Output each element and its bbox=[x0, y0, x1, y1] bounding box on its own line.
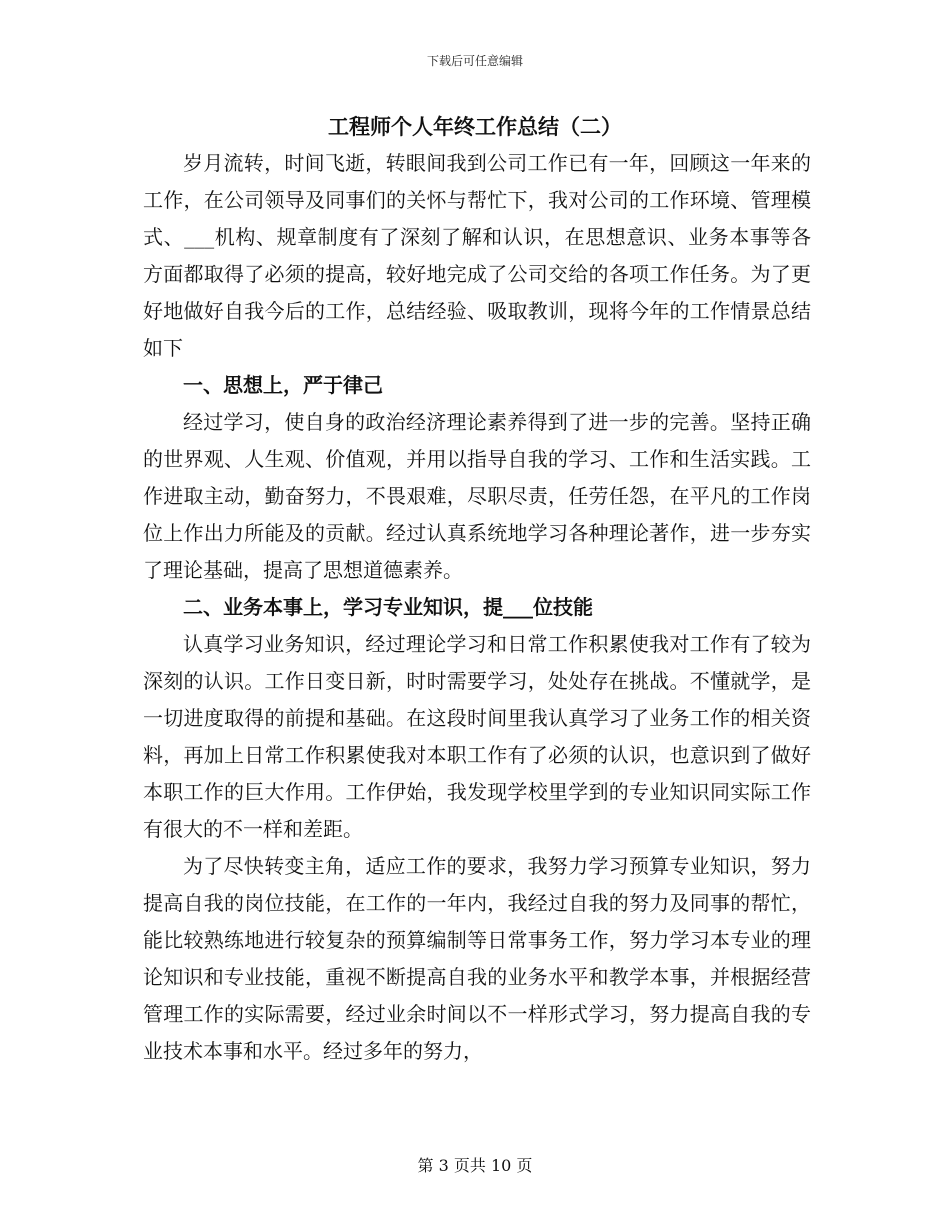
intro-paragraph: 岁月流转，时间飞逝，转眼间我到公司工作已有一年，回顾这一年来的工作，在公司领导及同事们的关怀与帮忙下，我对公司的工作环境、管理模式、___机构、规章制度有了深刻了解和认识，在思想意识、业务本事等各方面都取得了必须的提高，较好地完成了公司交给的各项工作任务。为了更好地做好自我今后的工作，总结经验、吸取教训，现将今年的工作情景总结如下 bbox=[143, 151, 811, 360]
header-note: 下载后可任意编辑 bbox=[426, 54, 523, 68]
section-heading-2: 二、业务本事上，学习专业知识，提___位技能 bbox=[183, 595, 593, 619]
section-1-paragraph: 经过学习，使自身的政治经济理论素养得到了进一步的完善。坚持正确的世界观、人生观、价值观，并用以指导自我的学习、工作和生活实践。工作进取主动，勤奋努力，不畏艰难，尽职尽责，任劳任怨，在平凡的工作岗位上作出力所能及的贡献。经过认真系统地学习各种理论著作，进一步夯实了理论基础，提高了思想道德素养。 bbox=[143, 410, 811, 582]
section-2-paragraph-1: 认真学习业务知识，经过理论学习和日常工作积累使我对工作有了较为深刻的认识。工作日变日新，时时需要学习，处处存在挑战。不懂就学，是一切进度取得的前提和基础。在这段时间里我认真学习了业务工作的相关资料，再加上日常工作积累使我对本职工作有了必须的认识，也意识到了做好本职工作的巨大作用。工作伊始，我发现学校里学到的专业知识同实际工作有很大的不一样和差距。 bbox=[143, 632, 811, 841]
document-body bbox=[143, 145, 811, 1070]
section-2-paragraph-2: 为了尽快转变主角，适应工作的要求，我努力学习预算专业知识，努力提高自我的岗位技能，在工作的一年内，我经过自我的努力及同事的帮忙，能比较熟练地进行较复杂的预算编制等日常事务工作，努力学习本专业的理论知识和专业技能，重视不断提高自我的业务水平和教学本事，并根据经营管理工作的实际需要，经过业余时间以不一样形式学习，努力提高自我的专业技术本事和水平。经过多年的努力， bbox=[143, 854, 811, 1063]
document-title: 工程师个人年终工作总结（二） bbox=[328, 114, 622, 139]
section-heading-1: 一、思想上，严于律己 bbox=[183, 373, 383, 397]
page-footer: 第 3 页共 10 页 bbox=[417, 1156, 533, 1175]
